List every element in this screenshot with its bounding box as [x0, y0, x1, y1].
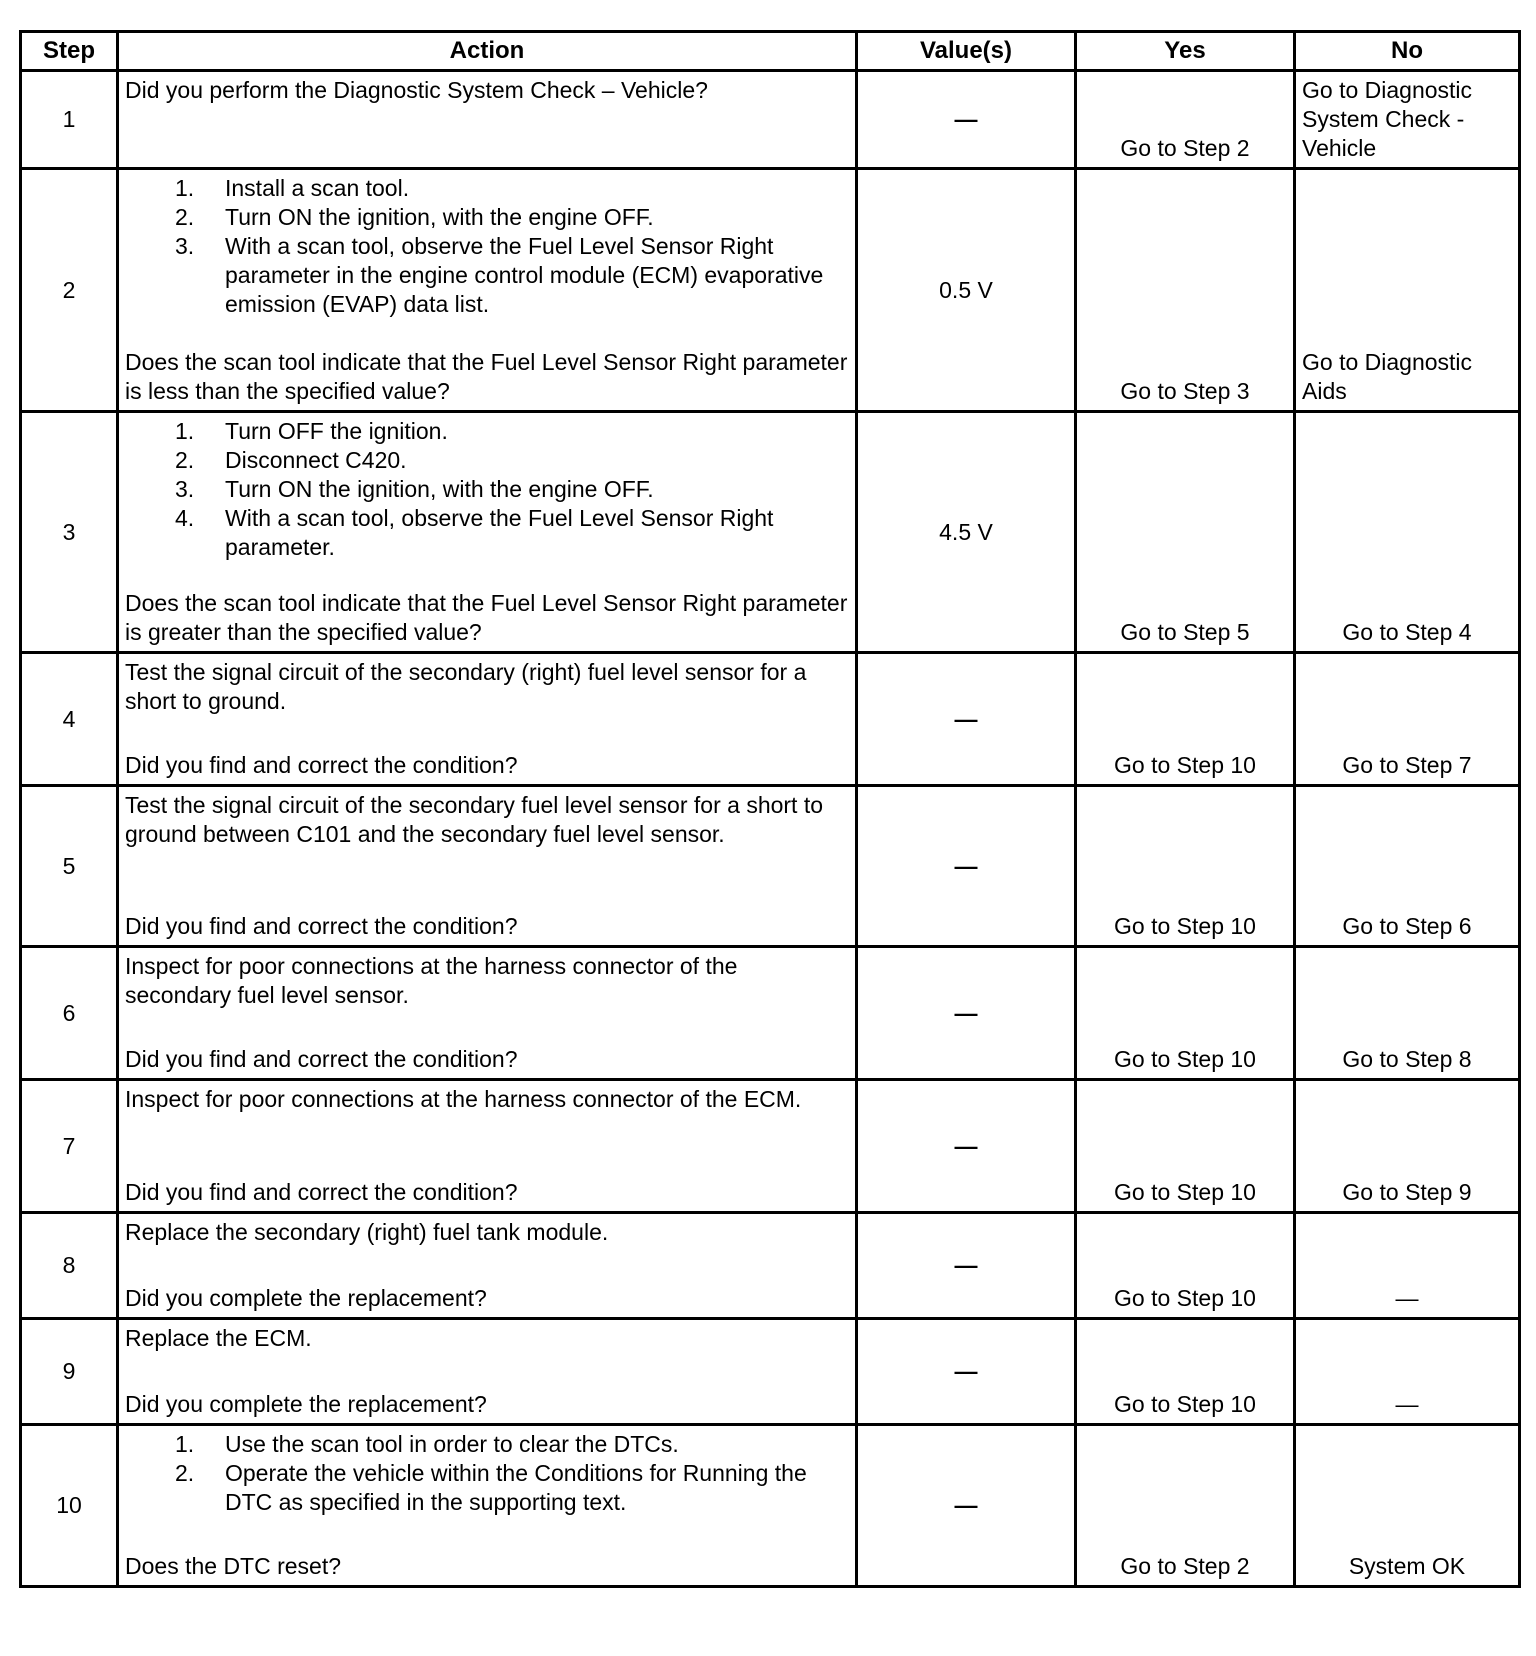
table-row — [21, 1213, 1520, 1319]
value-text: — — [954, 852, 978, 879]
yes-action: Go to Step 2 — [1120, 135, 1250, 161]
no-action: Go to Diagnostic System Check - Vehicle — [1302, 77, 1473, 161]
action-cell — [118, 653, 857, 786]
value-text: — — [954, 106, 978, 132]
no-action: Go to Diagnostic Aids — [1302, 349, 1473, 404]
no-cell — [1295, 1080, 1520, 1213]
table-row — [21, 1080, 1520, 1213]
no-cell — [1295, 1213, 1520, 1319]
no-cell — [1295, 786, 1520, 947]
yes-cell — [1076, 71, 1295, 169]
yes-action: Go to Step 10 — [1114, 913, 1256, 939]
value-text: — — [954, 999, 978, 1026]
yes-action: Go to Step 3 — [1120, 378, 1250, 404]
no-cell — [1295, 71, 1520, 169]
value-text: — — [954, 1252, 978, 1278]
table-row — [21, 947, 1520, 1080]
no-cell — [1295, 169, 1520, 412]
action-step-text: Use the scan tool in order to clear the DTCs. — [225, 1431, 679, 1457]
value-cell — [857, 786, 1076, 947]
header-step: Step — [21, 32, 118, 71]
yes-cell — [1076, 412, 1295, 653]
value-text: — — [954, 1132, 978, 1159]
action-step-text: With a scan tool, observe the Fuel Level Sensor Right parameter in the engine control module (ECM) evaporative emission (EVAP) data list. — [225, 233, 824, 317]
action-steps-list — [125, 1430, 849, 1517]
step-number: 8 — [21, 1213, 118, 1319]
no-action: Go to Step 4 — [1342, 619, 1472, 645]
table-row — [21, 1319, 1520, 1425]
no-cell — [1295, 1319, 1520, 1425]
action-instruction: Test the signal circuit of the secondary fuel level sensor for a short to ground between C101 and the secondary fuel level sensor. — [125, 792, 824, 847]
action-instruction: Did you perform the Diagnostic System Check – Vehicle? — [125, 77, 708, 103]
action-question: Did you find and correct the condition? — [125, 1179, 518, 1205]
diagnostic-table — [19, 30, 1521, 1588]
action-instruction: Replace the secondary (right) fuel tank module. — [125, 1219, 609, 1245]
table-row — [21, 786, 1520, 947]
action-step-number: 2. — [175, 204, 195, 230]
action-step-number: 3. — [175, 233, 195, 259]
action-instruction: Test the signal circuit of the secondary (right) fuel level sensor for a short to ground. — [125, 659, 807, 714]
no-action: Go to Step 8 — [1342, 1046, 1472, 1072]
no-action: Go to Step 7 — [1342, 752, 1472, 778]
value-cell — [857, 1080, 1076, 1213]
action-step-text: Turn ON the ignition, with the engine OFF. — [225, 204, 654, 230]
value-cell — [857, 169, 1076, 412]
yes-action: Go to Step 10 — [1114, 1179, 1256, 1205]
action-cell — [118, 1213, 857, 1319]
action-cell — [118, 1425, 857, 1587]
action-step-text: Operate the vehicle within the Conditions for Running the DTC as specified in the supporting text. — [225, 1460, 807, 1515]
action-step-number: 1. — [175, 1431, 195, 1457]
action-step-item — [175, 1430, 849, 1459]
action-step-number: 2. — [175, 1460, 195, 1486]
action-step-number: 3. — [175, 476, 195, 502]
action-step-item — [175, 446, 849, 475]
yes-action: Go to Step 10 — [1114, 1046, 1256, 1072]
value-cell — [857, 1319, 1076, 1425]
yes-cell — [1076, 1080, 1295, 1213]
action-cell — [118, 1319, 857, 1425]
action-step-text: Disconnect C420. — [225, 447, 407, 473]
header-no: No — [1295, 32, 1520, 71]
action-cell — [118, 947, 857, 1080]
action-steps-list — [125, 417, 849, 562]
step-number: 2 — [21, 169, 118, 412]
header-values: Value(s) — [857, 32, 1076, 71]
yes-action: Go to Step 10 — [1114, 752, 1256, 778]
yes-cell — [1076, 1213, 1295, 1319]
action-question: Does the DTC reset? — [125, 1553, 342, 1579]
yes-cell — [1076, 1425, 1295, 1587]
action-question: Does the scan tool indicate that the Fuel Level Sensor Right parameter is greater than the specified value? — [125, 590, 848, 645]
step-number: 6 — [21, 947, 118, 1080]
step-number: 5 — [21, 786, 118, 947]
action-question: Did you find and correct the condition? — [125, 913, 518, 939]
action-cell — [118, 71, 857, 169]
value-cell — [857, 412, 1076, 653]
table-row — [21, 169, 1520, 412]
yes-action: Go to Step 2 — [1120, 1553, 1250, 1579]
action-question: Did you find and correct the condition? — [125, 1046, 518, 1072]
step-number: 3 — [21, 412, 118, 653]
yes-cell — [1076, 947, 1295, 1080]
action-step-number: 4. — [175, 505, 195, 531]
action-question: Does the scan tool indicate that the Fuel Level Sensor Right parameter is less than the specified value? — [125, 349, 848, 404]
table-row — [21, 412, 1520, 653]
value-cell — [857, 1213, 1076, 1319]
step-number: 4 — [21, 653, 118, 786]
yes-cell — [1076, 653, 1295, 786]
action-step-text: With a scan tool, observe the Fuel Level Sensor Right parameter. — [225, 505, 774, 560]
header-row — [21, 32, 1520, 71]
yes-action: Go to Step 10 — [1114, 1391, 1256, 1417]
yes-cell — [1076, 786, 1295, 947]
action-step-item — [175, 417, 849, 446]
yes-cell — [1076, 169, 1295, 412]
action-cell — [118, 169, 857, 412]
action-instruction: Inspect for poor connections at the harness connector of the secondary fuel level sensor. — [125, 953, 738, 1008]
action-question: Did you find and correct the condition? — [125, 752, 518, 778]
value-cell — [857, 71, 1076, 169]
step-number: 10 — [21, 1425, 118, 1587]
action-steps-list — [125, 174, 849, 319]
value-text: 4.5 V — [939, 518, 993, 545]
action-step-text: Turn OFF the ignition. — [225, 418, 448, 444]
action-step-number: 1. — [175, 418, 195, 444]
value-text: — — [954, 1492, 978, 1518]
no-action: System OK — [1348, 1553, 1466, 1579]
value-text: — — [954, 705, 978, 732]
step-number: 1 — [21, 71, 118, 169]
step-number: 9 — [21, 1319, 118, 1425]
value-cell — [857, 653, 1076, 786]
action-step-item — [175, 504, 849, 562]
yes-action: Go to Step 5 — [1120, 619, 1250, 645]
action-cell — [118, 1080, 857, 1213]
no-cell — [1295, 653, 1520, 786]
action-step-number: 2. — [175, 447, 195, 473]
action-question: Did you complete the replacement? — [125, 1285, 487, 1311]
no-action: — — [1395, 1285, 1419, 1311]
action-step-text: Install a scan tool. — [225, 175, 410, 201]
action-question: Did you complete the replacement? — [125, 1391, 487, 1417]
no-cell — [1295, 412, 1520, 653]
action-step-item — [175, 232, 849, 319]
header-action: Action — [118, 32, 857, 71]
action-instruction: Replace the ECM. — [125, 1325, 312, 1351]
no-action: Go to Step 6 — [1342, 913, 1472, 939]
table-row — [21, 1425, 1520, 1587]
action-instruction: Inspect for poor connections at the harness connector of the ECM. — [125, 1086, 802, 1112]
no-cell — [1295, 947, 1520, 1080]
action-step-text: Turn ON the ignition, with the engine OFF. — [225, 476, 654, 502]
action-step-item — [175, 475, 849, 504]
action-step-number: 1. — [175, 175, 195, 201]
action-step-item — [175, 174, 849, 203]
yes-cell — [1076, 1319, 1295, 1425]
value-cell — [857, 1425, 1076, 1587]
no-action: Go to Step 9 — [1342, 1179, 1472, 1205]
action-step-item — [175, 1459, 849, 1517]
value-cell — [857, 947, 1076, 1080]
header-yes: Yes — [1076, 32, 1295, 71]
step-number: 7 — [21, 1080, 118, 1213]
no-action: — — [1395, 1391, 1419, 1417]
value-text: — — [954, 1358, 978, 1384]
action-cell — [118, 412, 857, 653]
action-cell — [118, 786, 857, 947]
yes-action: Go to Step 10 — [1114, 1285, 1256, 1311]
table-row — [21, 653, 1520, 786]
no-cell — [1295, 1425, 1520, 1587]
value-text: 0.5 V — [939, 276, 993, 303]
action-step-item — [175, 203, 849, 232]
table-row — [21, 71, 1520, 169]
